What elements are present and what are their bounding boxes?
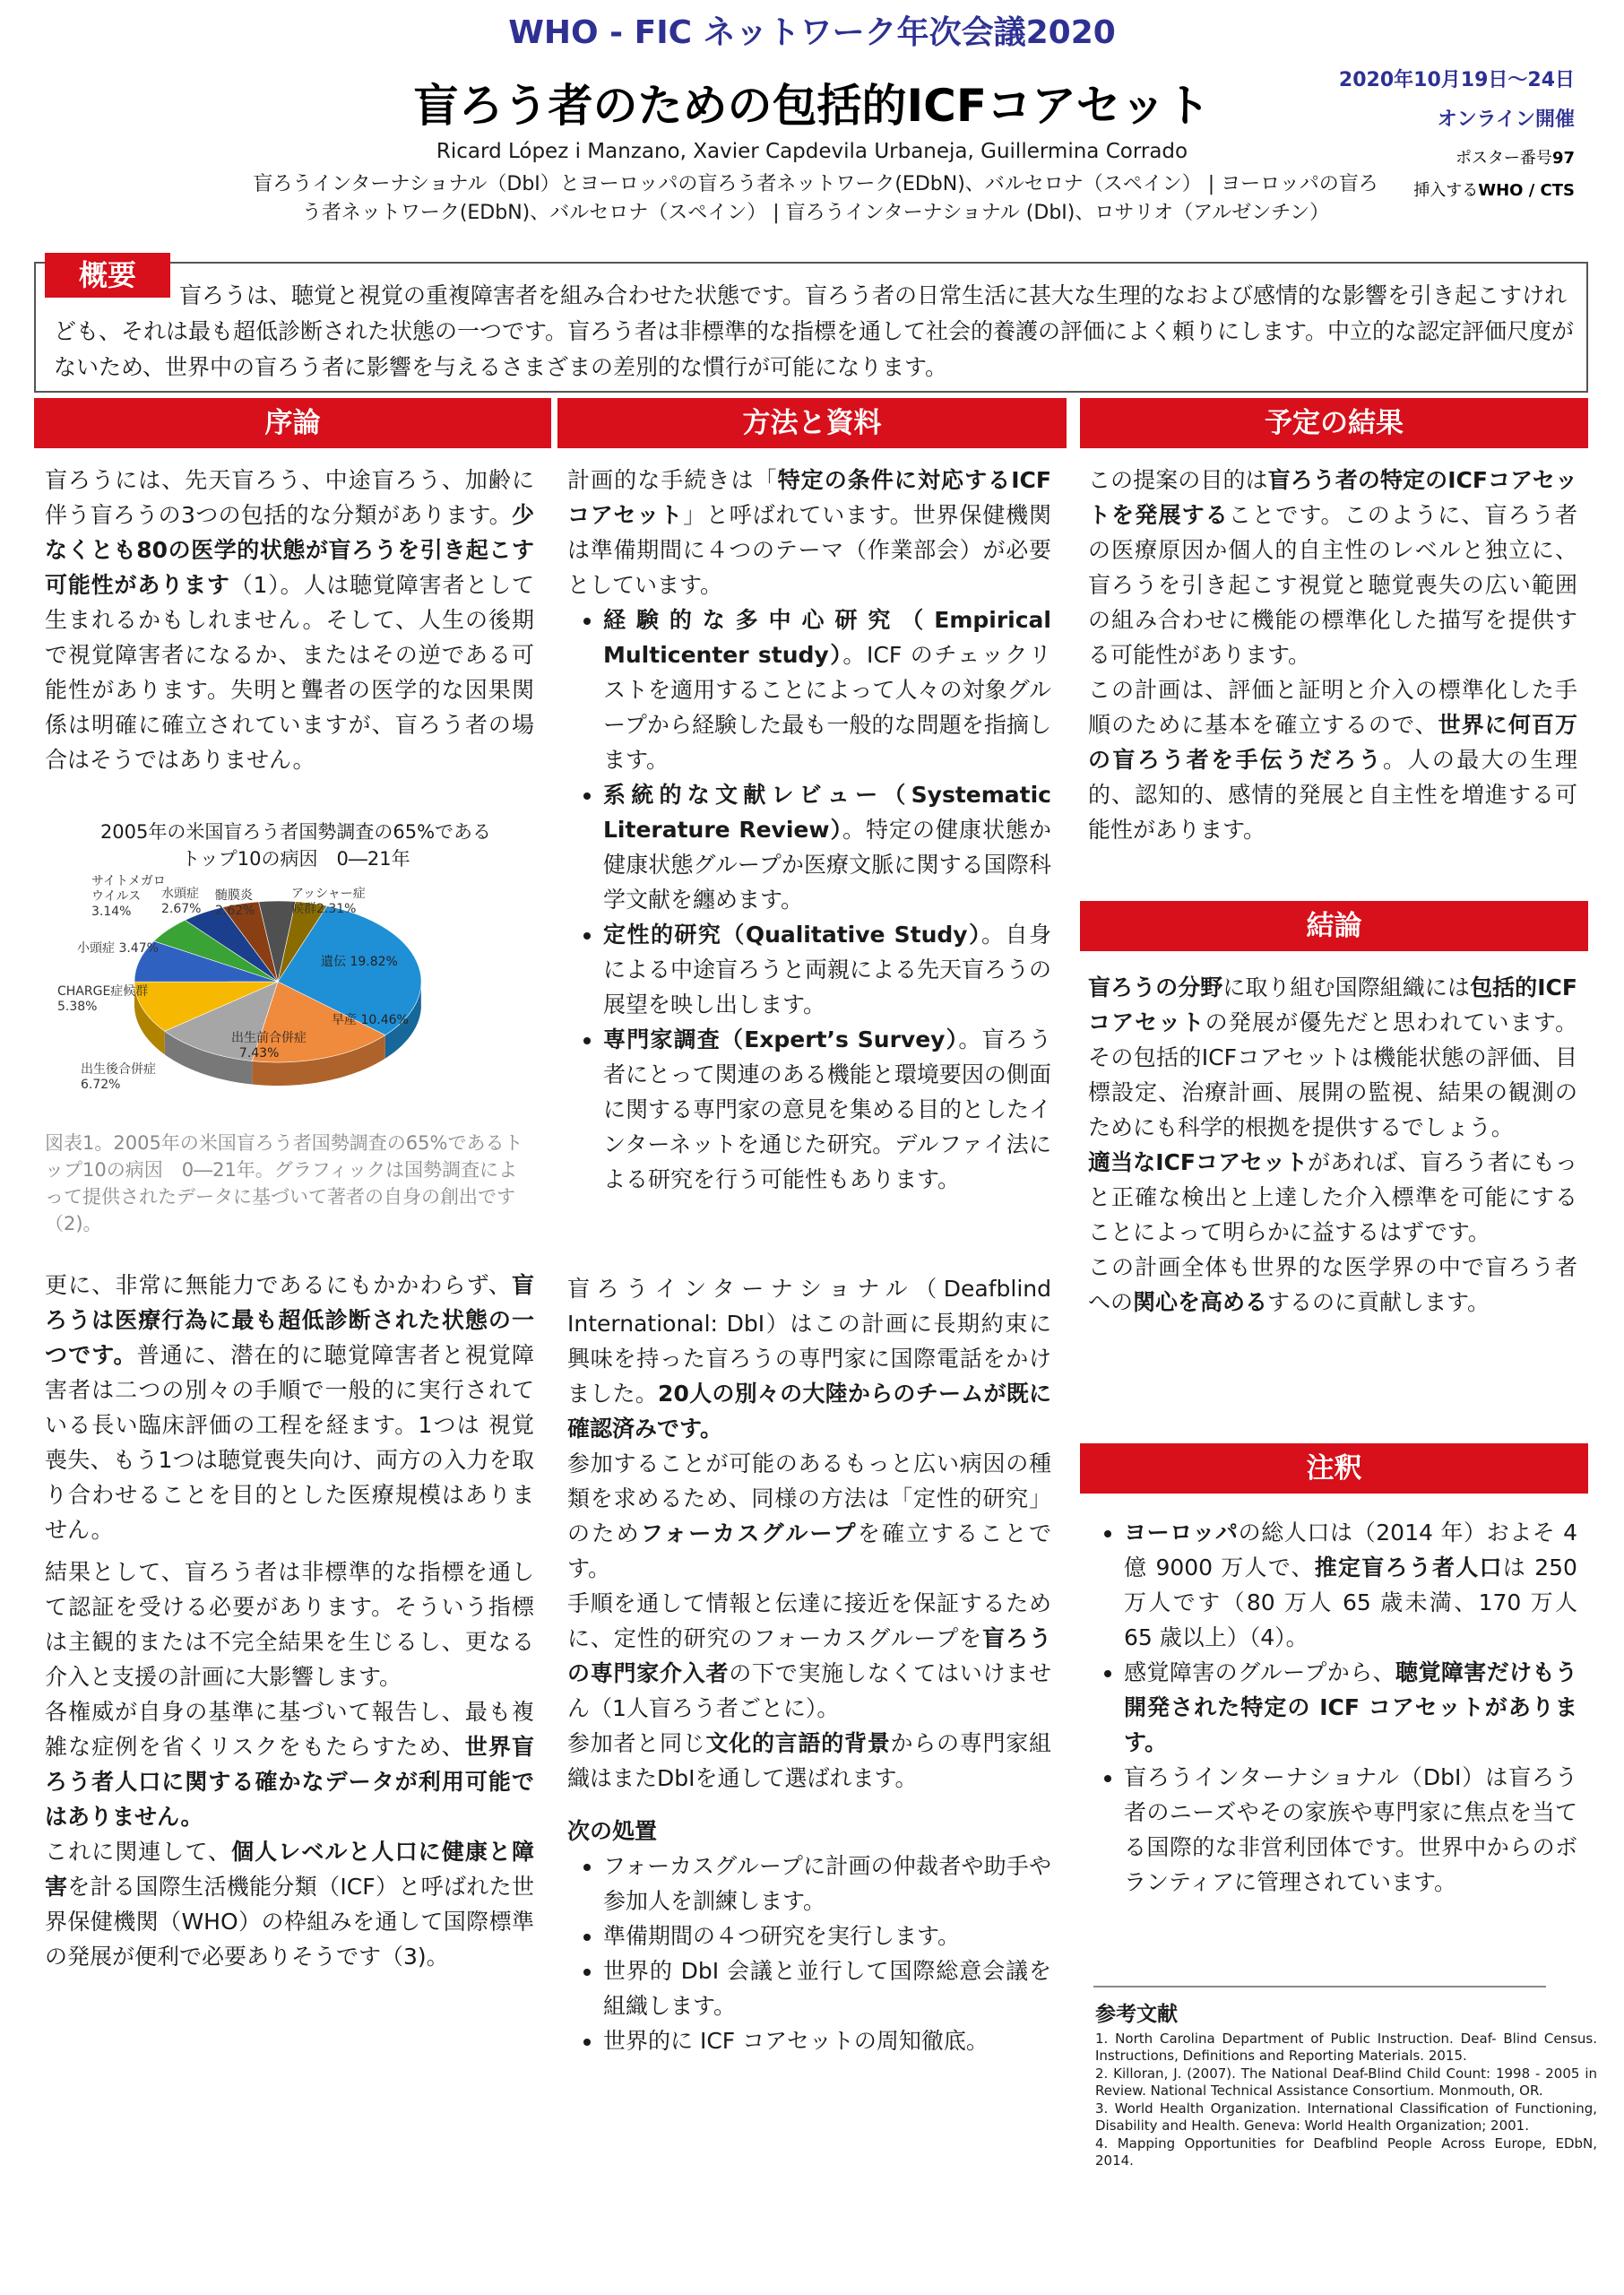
note-item-2: • 感覚障害のグループから、聴覚障害だけもう開発された特定の ICF コアセットがあります。 xyxy=(1124,1655,1577,1760)
online-label: オンライン開催 xyxy=(1437,108,1575,131)
note-item-3: • 盲ろうインターナショナル（DbI）は盲ろう者のニーズやその家族や専門家に焦点を当てる国際的な非営利団体です。世界中からのボランティアに管理されています。 xyxy=(1124,1760,1577,1900)
abstract-text: 盲ろうは、聴覚と視覚の重複障害者を組み合わせた状態です。盲ろう者の日常生活に甚大な生理的なおよび感情的な影響を引き起こすけれども、それは最も超低診断された状態の一つです。盲ろう者は非標準的な指標を通して社会的養護の評価によく頼りにします。中立的な認定評価尺度がないため、世界中の盲ろう者に影響を与えるさまざまの差別的な慣行が可能になります。 xyxy=(54,282,1575,380)
next-step-item: • 世界的に ICF コアセットの周知徹底。 xyxy=(603,2023,1051,2058)
label-heredity: 遺伝 19.82% xyxy=(321,955,398,969)
label-microcephaly: 小頭症 3.47% xyxy=(77,941,159,956)
reference-item: 4. Mapping Opportunities for Deafblind People Across Europe, EDbN, 2014. xyxy=(1095,2135,1597,2169)
section-header-intro: 序論 xyxy=(34,398,551,448)
notes-list xyxy=(1088,1515,1577,1900)
affiliations: 盲ろうインターナショナル（DbI）とヨーロッパの盲ろう者ネットワーク(EDbN)、バルセロナ（スペイン） | ヨーロッパの盲ろう者ネットワーク(EDbN)、バルセロナ（スペイン） | 盲ろうインターナショナル (DbI)、ロサリオ（アルゼンチン） xyxy=(253,173,1378,224)
reference-item: 1. North Carolina Department of Public Instruction. Deaf- Blind Census. Instructions, Definitions and Reporting Materials. 2015. xyxy=(1095,2031,1597,2064)
poster-title: 盲ろう者のための包括的ICFコアセット xyxy=(413,80,1211,132)
references-title: 参考文献 xyxy=(1095,2003,1178,2026)
reference-item: 3. World Health Organization. International Classification of Functioning, Disability and Health. Geneva: World Health Organization; 2001. xyxy=(1095,2100,1597,2134)
method-item-3: • 定性的研究（Qualitative Study）。自身による中途盲ろうと両親による先天盲ろうの展望を映し出します。 xyxy=(603,917,1051,1022)
intro-paragraph-1: 盲ろうには、先天盲ろう、中途盲ろう、加齢に伴う盲ろうの3つの包括的な分類があります。少なくとも80の医学的状態が盲ろうを引き起こす可能性があります（1）。人は聴覚障害者として生まれるかもしれません。そして、人生の後期で視覚障害者になるか、またはその逆である可能性があります。失明と聾者の医学的な因果関係は明確に確立されていますが、盲ろう者の場合はそうではありません。 xyxy=(45,467,534,773)
conference-date: 2020年10月19日～24日 xyxy=(1338,69,1575,91)
references-divider xyxy=(1093,1986,1546,1988)
reference-item: 2. Killoran, J. (2007). The National Deaf-Blind Child Count: 1998 - 2005 in Review. National Technical Assistance Consortium. Monmouth, OR. xyxy=(1095,2066,1597,2099)
section-header-methods: 方法と資料 xyxy=(557,398,1067,448)
methods-top: 計画的な手続きは「特定の条件に対応するICFコアセット」と呼ばれています。世界保健機関は準備期間に４つのテーマ（作業部会）が必要としています。 • 経験的な多中心研究（Empirical Multicenter study）。ICF のチェックリストを適用することによって人々の対象グループから経験した最も一般的な問題を指摘します。 • 系統的な文献レビュー（Systematic Literature Review）。特定の健康状態か健康状態グループか医療文脈に関する国際科学文献を纏めます。 • 定性的研究（Qualitative Study）。自身による中途盲ろうと両親による先天盲ろうの展望を映し出します。 • 専門家調査（Expert’s Survey）。盲ろう者にとって関連のある機能と環境要因の側面に関する専門家の意見を集める目的としたインターネットを通じた研究。デルファイ法による研究を行う可能性もあります。 xyxy=(567,463,1051,1197)
label-meningitis: 髄膜炎 2.62% xyxy=(215,888,255,918)
label-prenatal: 出生前合併症 7.43% xyxy=(231,1031,307,1061)
figure-caption: 図表1。2005年の米国盲ろう者国勢調査の65%であるトップ10の病因 0―21年。グラフィックは国勢調査によって提供されたデータに基づいて著者の自身の創出です（2)。 xyxy=(45,1132,523,1234)
label-premature: 早産 10.46% xyxy=(332,1013,409,1027)
note-item-1: • ヨーロッパの総人口は（2014 年）およそ 4 億 9000 万人で、推定盲ろう者人口は 250 万人です（80 万人 65 歳未満、170 万人 65 歳以上）（4）。 xyxy=(1124,1515,1577,1655)
insert-label: 挿入するWHO / CTS xyxy=(1413,181,1575,200)
chart-title: 2005年の米国盲ろう者国勢調査の65%であるトップ10の病因 0―21年 xyxy=(99,821,492,870)
next-step-item: • 世界的 DbI 会議と並行して国際総意会議を組織します。 xyxy=(603,1953,1051,2023)
references-list xyxy=(1095,2031,1597,2170)
label-charge: CHARGE症候群 5.38% xyxy=(57,984,149,1014)
abstract-label: 概要 xyxy=(45,253,170,298)
method-item-2: • 系統的な文献レビュー（Systematic Literature Review）。特定の健康状態か健康状態グループか医療文脈に関する国際科学文献を纏めます。 xyxy=(603,777,1051,917)
label-postnatal: 出生後合併症 6.72% xyxy=(81,1062,156,1092)
next-step-item: • フォーカスグループに計画の仲裁者や助手や参加人を訓練します。 xyxy=(603,1849,1051,1918)
poster-number: ポスター番号97 xyxy=(1455,149,1575,168)
next-steps-title: 次の処置 xyxy=(567,1818,658,1844)
methods-bottom: 盲ろうインターナショナル（Deafblind International: DbI）はこの計画に長期約束に興味を持った盲ろうの専門家に国際電話をかけました。20人の別々の大陸からのチームが既に確認済みです。 参加することが可能のあるもっと広い病因の種類を求めるため、同様の方法は「定性的研究」のためフォーカスグループを確立することです。 手順を通して情報と伝達に接近を保証するために、定性的研究のフォーカスグループを盲ろうの専門家介入者の下で実施しなくてはいけません（1人盲ろう者ごとに）。 参加者と同じ文化的言語的背景からの専門家組織はまたDbIを通して選ばれます。 次の処置 • フォーカスグループに計画の仲裁者や助手や参加人を訓練します。 • 準備期間の４つ研究を実行します。 • 世界的 DbI 会議と並行して国際総意会議を組織します。 • 世界的に ICF コアセットの周知徹底。 xyxy=(567,1271,1051,2058)
next-step-item: • 準備期間の４つ研究を実行します。 xyxy=(603,1918,1051,1953)
pie-labels xyxy=(36,874,520,1116)
section-header-notes: 注釈 xyxy=(1080,1443,1588,1494)
method-item-4: • 専門家調査（Expert’s Survey）。盲ろう者にとって関連のある機能と環境要因の側面に関する専門家の意見を集める目的としたインターネットを通じた研究。デルファイ法による研究を行う可能性もあります。 xyxy=(603,1022,1051,1197)
method-item-1: • 経験的な多中心研究（Empirical Multicenter study）。ICF のチェックリストを適用することによって人々の対象グループから経験した最も一般的な問題を指摘します。 xyxy=(603,602,1051,777)
label-hydrocephalus: 水頭症 2.67% xyxy=(161,887,202,916)
conclusion-text: 盲ろうの分野に取り組む国際組織には包括的ICFコアセットの発展が優先だと思われています。その包括的ICFコアセットは機能状態の評価、目標設定、治療計画、展開の監視、結果の観測のためにも科学的根拠を提供するでしょう。 適当なICFコアセットがあれば、盲ろう者にもっと正確な検出と上達した介入標準を可能にすることによって明らかに益するはずです。 この計画全体も世界的な医学界の中で盲ろう者への関心を高めるするのに貢献します。 xyxy=(1088,974,1577,1315)
results-text: この提案の目的は盲ろう者の特定のICFコアセットを発展することです。このように、盲ろう者の医療原因か個人的自主性のレベルと独立に、盲ろうを引き起こす視覚と聴覚喪失の広い範囲の組み合わせに機能の標準化した描写を提供する可能性があります。 この計画は、評価と証明と介入の標準化した手順のために基本を確立するので、世界に何百万の盲ろう者を手伝うだろう。人の最大の生理的、認知的、感情的発展と自主性を増進する可能性があります。 xyxy=(1088,467,1577,843)
section-header-results: 予定の結果 xyxy=(1080,398,1588,448)
authors: Ricard López i Manzano, Xavier Capdevila Urbaneja, Guillermina Corrado xyxy=(436,140,1188,163)
intro-paragraphs-rest: 更に、非常に無能力であるにもかかわらず、盲ろうは医療行為に最も超低診断された状態の一つです。普通に、潜在的に聴覚障害者と視覚障害者は二つの別々の手順で一般的に実行されている長い臨床評価の工程を経ます。1つは 視覚喪失、もう1つは聴覚喪失向け、両方の入力を取り合わせることを目的とした医療規模はありません。 結果として、盲ろう者は非標準的な指標を通して認証を受ける必要があります。そういう指標は主観的または不完全結果を生じるし、更なる介入と支援の計画に大影響します。 各権威が自身の基準に基づいて報告し、最も複雑な症例を省くリスクをもたらすため、世界盲ろう者人口に関する確かなデータが利用可能ではありません。 これに関連して、個人レベルと人口に健康と障害を計る国際生活機能分類（ICF）と呼ばれた世界保健機関（WHO）の枠組みを通して国際標準の発展が便利で必要ありそうです（3)。 xyxy=(45,1272,534,1970)
label-cmv: サイトメガロ ウイルス 3.14% xyxy=(91,874,166,919)
label-usher: アッシャー症 候群2.31% xyxy=(291,887,366,916)
conference-name: WHO - FIC ネットワーク年次会議2020 xyxy=(508,14,1116,51)
section-header-conclusion: 結論 xyxy=(1080,901,1588,951)
